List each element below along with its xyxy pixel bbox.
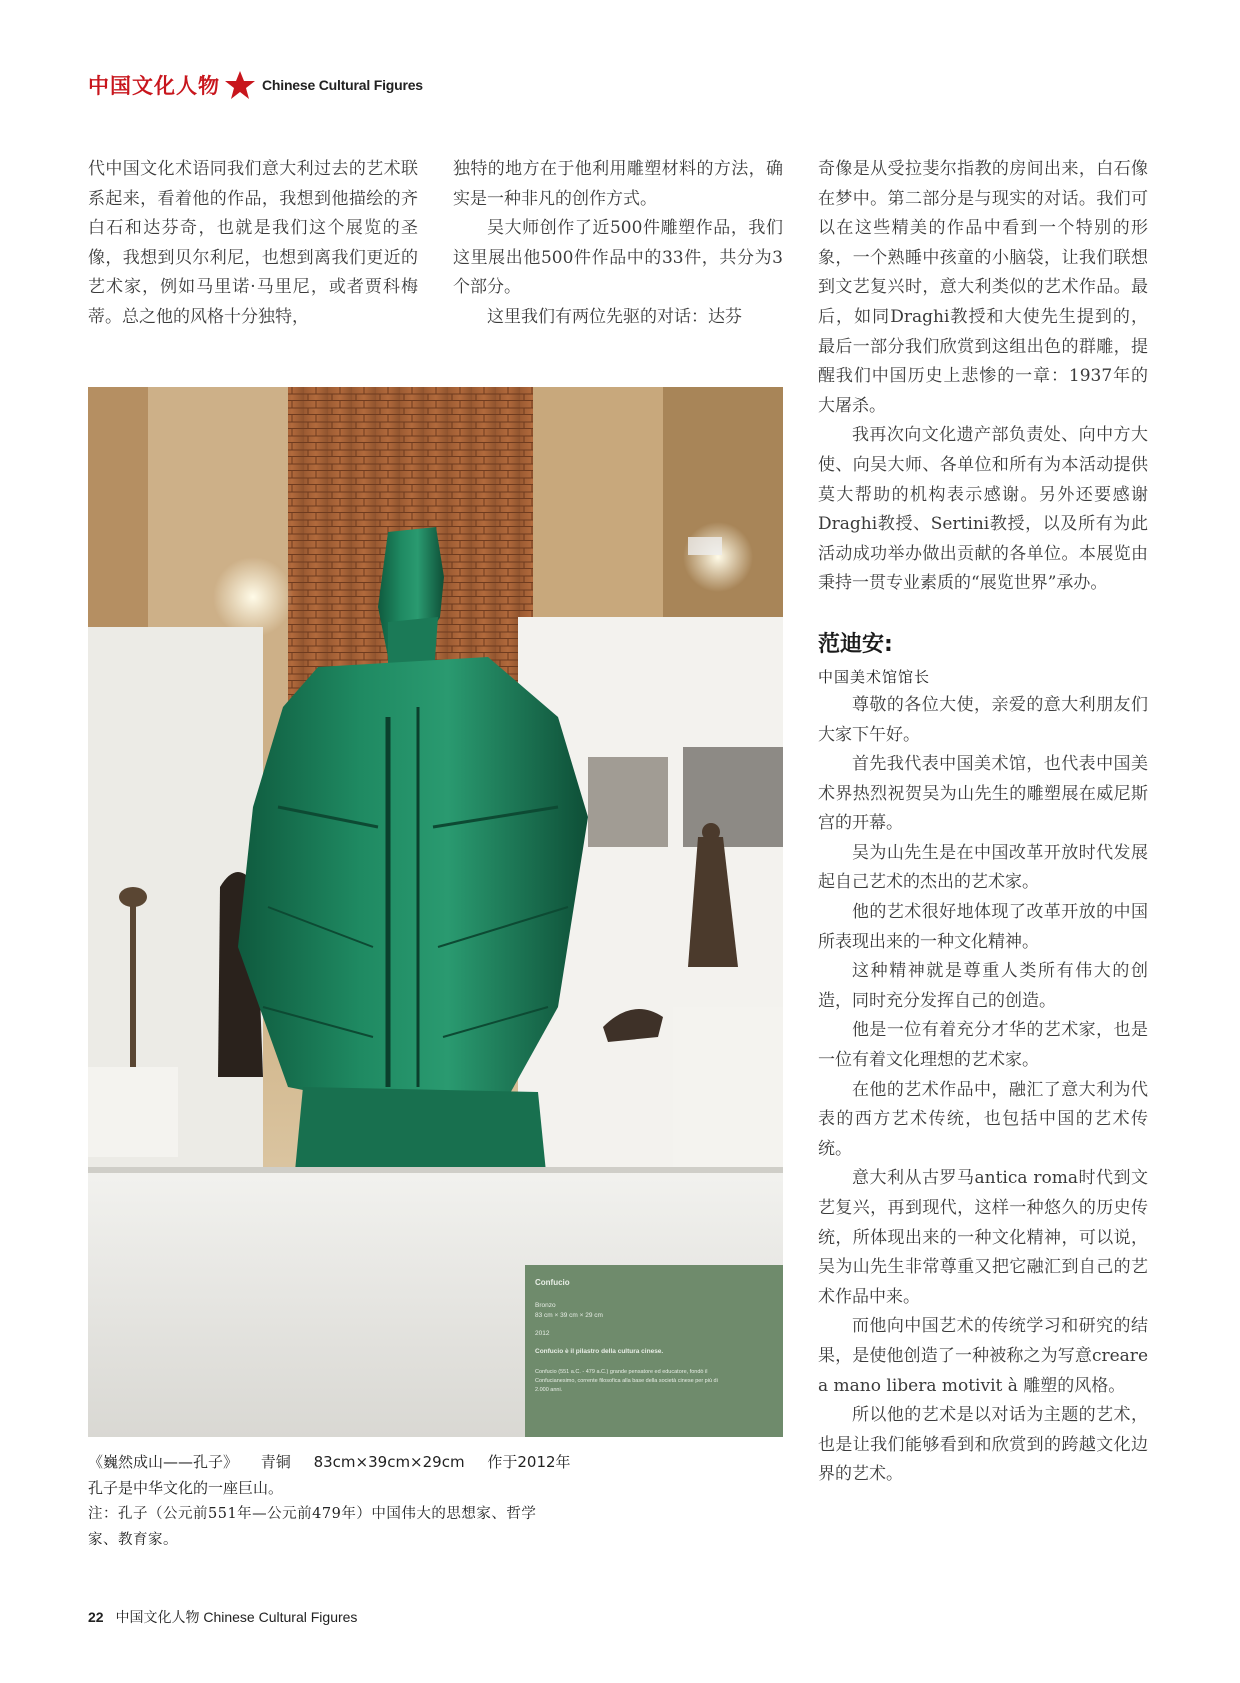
paragraph: 奇像是从受拉斐尔指教的房间出来，白石像在梦中。第二部分是与现实的对话。我们可以在这些精美的作品中看到一个特别的形象，一个熟睡中孩童的小脑袋，让我们联想到文艺复兴时，意大利类似的艺术作品。最后，如同Draghi教授和大使先生提到的，最后一部分我们欣赏到这组出色的群雕，提醒我们中国历史上悲惨的一章：1937年的大屠杀。 [818, 159, 1148, 416]
label-size: 83 cm × 39 cm × 29 cm [535, 1312, 603, 1319]
speaker-name: 范迪安: [818, 631, 893, 657]
sculpture-photo [88, 387, 783, 1437]
text-column-2 [453, 155, 783, 333]
caption-note: 注：孔子（公元前551年—公元前479年）中国伟大的思想家、哲学家、教育家。 [88, 1506, 537, 1548]
brand-title-en: Chinese Cultural Figures [262, 77, 423, 93]
paragraph: 所以他的艺术是以对话为主题的艺术，也是让我们能够看到和欣赏到的跨越文化边界的艺术。 [818, 1405, 1148, 1485]
label-material: Bronzo [535, 1302, 556, 1309]
paragraph: 他的艺术很好地体现了改革开放的中国所表现出来的一种文化精神。 [818, 902, 1148, 952]
paragraph: 意大利从古罗马antica roma时代到文艺复兴，再到现代，这样一种悠久的历史传统，所体现出来的一种文化精神，可以说，吴为山先生非常尊重又把它融汇到自己的艺术作品中来。 [818, 1168, 1148, 1307]
paragraph: 代中国文化术语同我们意大利过去的艺术联系起来，看着他的作品，我想到他描绘的齐白石和达芬奇，也就是我们这个展览的圣像，我想到贝尔利尼，也想到离我们更近的艺术家，例如马里诺·马里尼，或者贾科梅蒂。总之他的风格十分独特， [88, 159, 418, 327]
paragraph: 这里我们有两位先驱的对话：达芬 [487, 306, 742, 327]
paragraph: 在他的艺术作品中，融汇了意大利为代表的西方艺术传统，也包括中国的艺术传统。 [818, 1079, 1148, 1159]
sculpture-illustration [88, 387, 783, 1437]
paragraph: 吴为山先生是在中国改革开放时代发展起自己艺术的杰出的艺术家。 [818, 842, 1148, 893]
label-year: 2012 [535, 1330, 550, 1337]
caption-year: 作于2012年 [487, 1453, 571, 1471]
paragraph: 独特的地方在于他利用雕塑材料的方法，确实是一种非凡的创作方式。 [453, 159, 783, 209]
speaker-title: 中国美术馆馆长 [818, 667, 931, 686]
label-subtitle: Confucio è il pilastro della cultura cinese. [535, 1348, 664, 1355]
paragraph: 而他向中国艺术的传统学习和研究的结果，是使他创造了一种被称之为写意creare a mano libera motivit à 雕塑的风格。 [818, 1316, 1148, 1396]
photo-caption [88, 1449, 783, 1553]
paragraph: 我再次向文化遗产部负责处、向中方大使、向吴大师、各单位和所有为本活动提供莫大帮助的机构表示感谢。另外还要感谢Draghi教授、Sertini教授，以及所有为此活动成功举办做出贡献的各单位。本展览由秉持一贯专业素质的“展览世界”承办。 [818, 425, 1148, 594]
caption-title: 《巍然成山——孔子》 [88, 1453, 239, 1471]
magazine-header [88, 70, 423, 100]
page-footer [88, 1607, 357, 1627]
star-icon [224, 70, 256, 100]
paragraph: 他是一位有着充分才华的艺术家，也是一位有着文化理想的艺术家。 [818, 1020, 1148, 1071]
text-column-3 [818, 155, 1148, 1490]
label-note: Confucianesimo, corrente filosofica alla base della società cinese per più di [535, 1378, 718, 1384]
text-column-1 [88, 155, 418, 333]
paragraph: 吴大师创作了近500件雕塑作品，我们这里展出他500件作品中的33件，共分为3个部分。 [453, 218, 783, 298]
label-title: Confucio [535, 1278, 570, 1287]
label-note: Confucio (551 a.C. - 479 a.C.) grande pensatore ed educatore, fondò il [535, 1369, 708, 1375]
paragraph: 尊敬的各位大使，亲爱的意大利朋友们大家下午好。 [818, 694, 1148, 745]
caption-size: 83cm×39cm×29cm [313, 1453, 465, 1471]
paragraph: 这种精神就是尊重人类所有伟大的创造，同时充分发挥自己的创造。 [818, 961, 1148, 1011]
brand-title-cn: 中国文化人物 [88, 73, 220, 98]
paragraph: 首先我代表中国美术馆，也代表中国美术界热烈祝贺吴为山先生的雕塑展在威尼斯宫的开幕。 [818, 754, 1148, 834]
footer-text: 中国文化人物 Chinese Cultural Figures [115, 1609, 358, 1625]
caption-line: 孔子是中华文化的一座巨山。 [88, 1479, 284, 1497]
caption-title-line [88, 1449, 783, 1475]
caption-material: 青铜 [260, 1453, 291, 1471]
label-note: 2.000 anni. [535, 1387, 563, 1393]
page-number: 22 [88, 1609, 104, 1625]
